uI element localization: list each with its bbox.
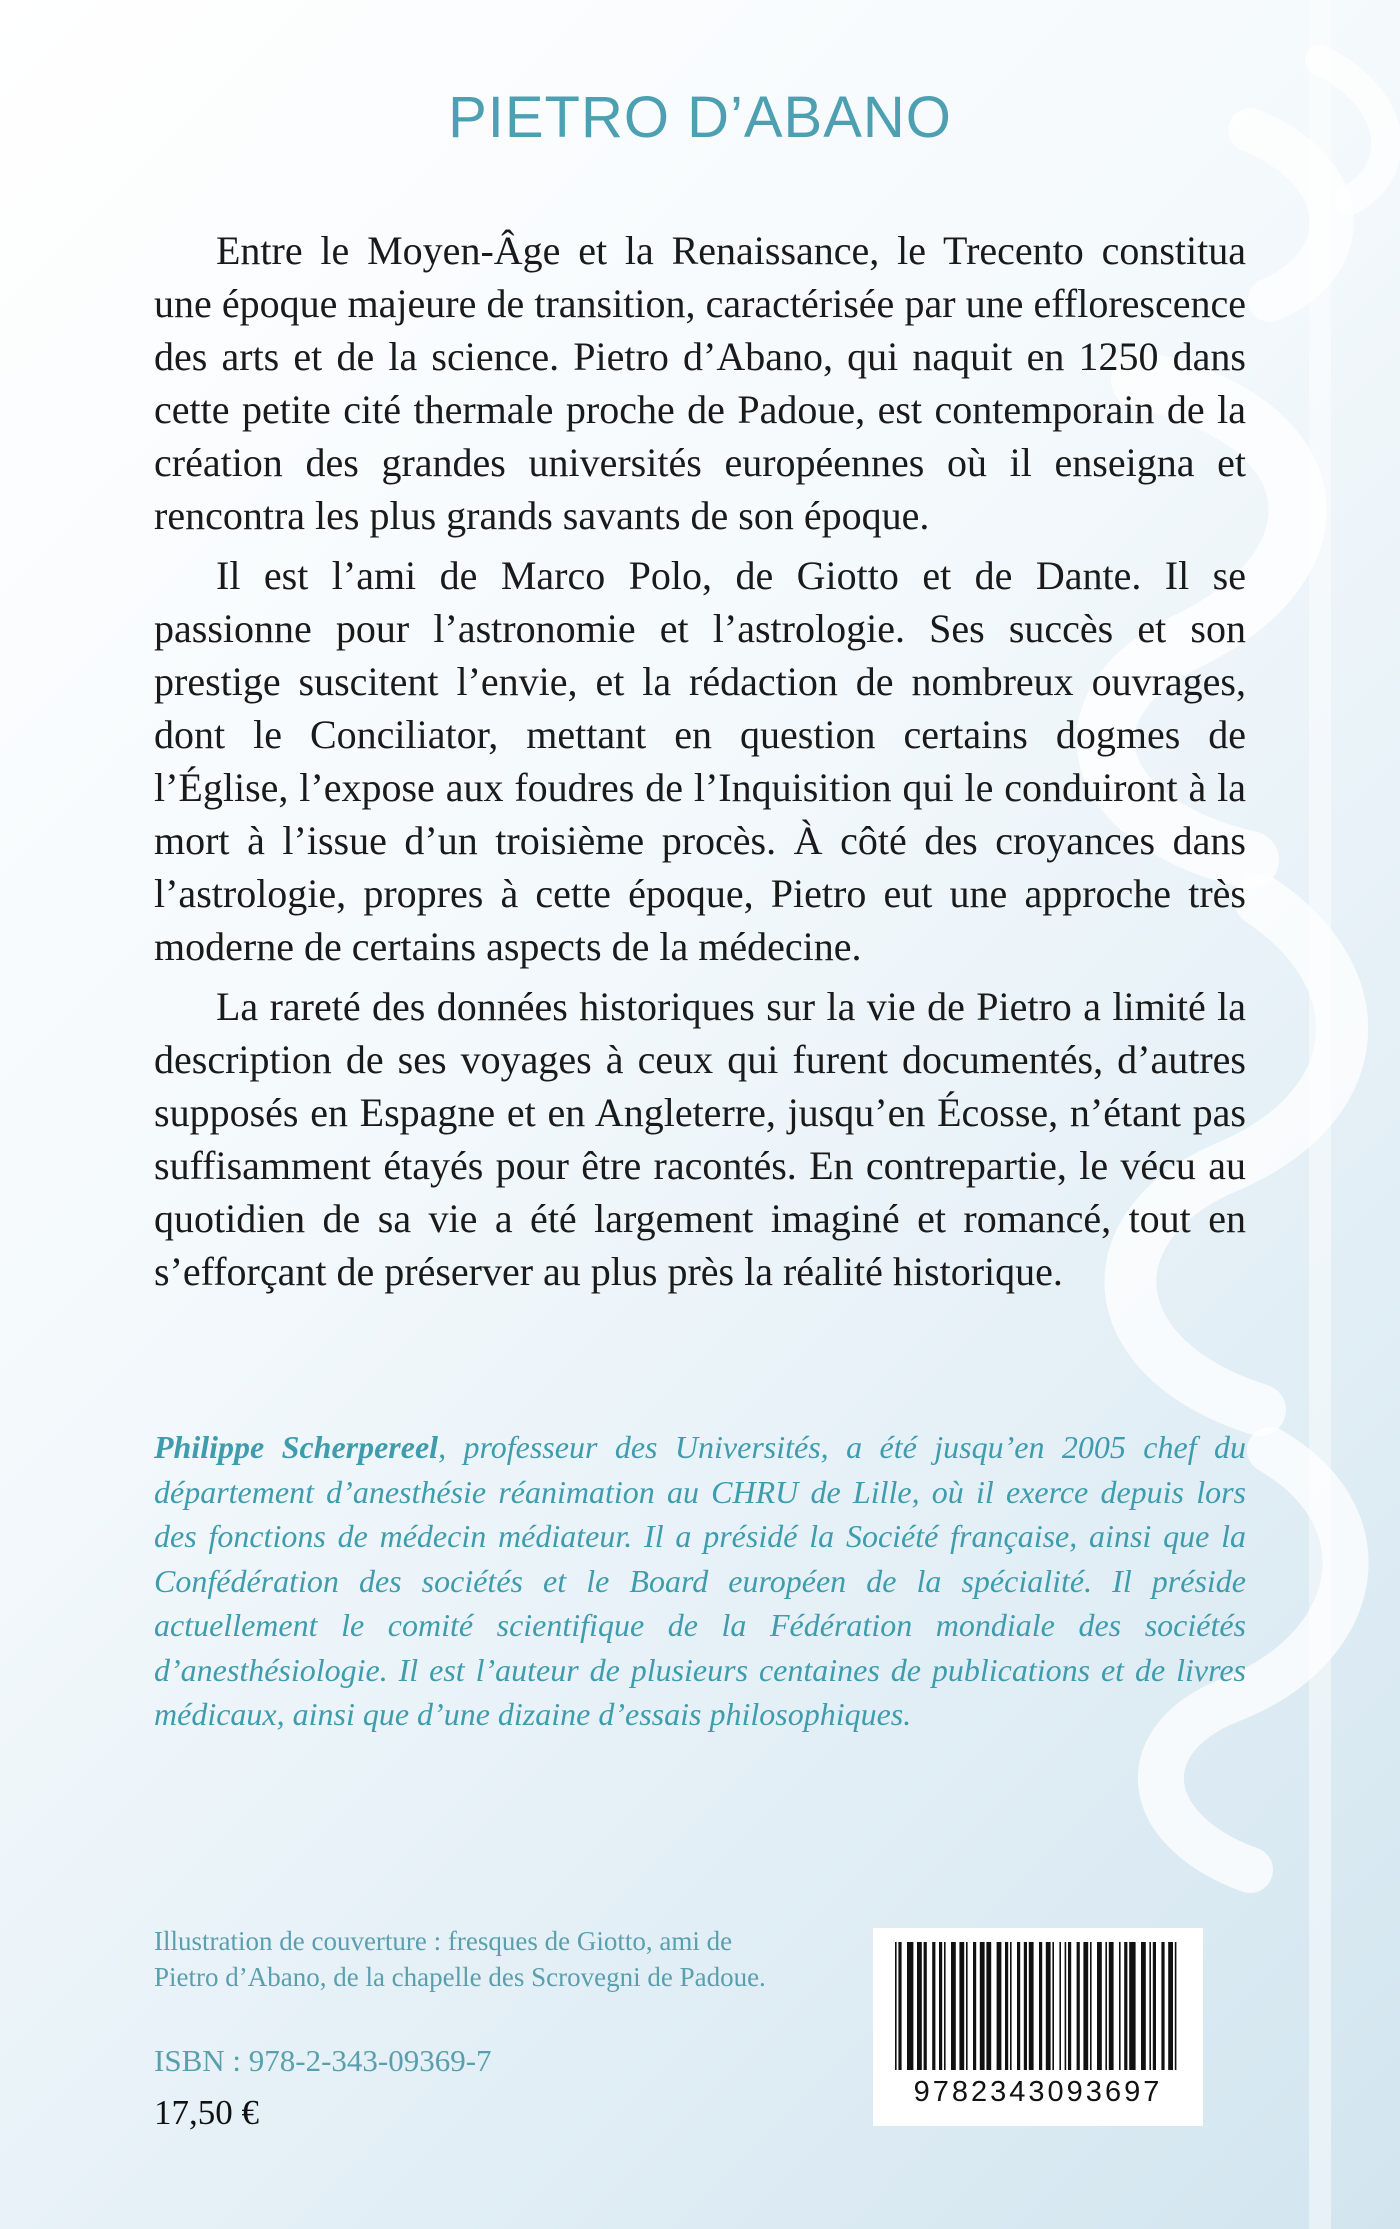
barcode-bar <box>1059 1942 1061 2070</box>
author-name: Philippe Scherpereel <box>154 1429 439 1465</box>
barcode-bar <box>932 1942 935 2070</box>
barcode-bar <box>1005 1942 1008 2070</box>
barcode-bar <box>1097 1942 1102 2070</box>
barcode-bar <box>1161 1942 1164 2070</box>
barcode-bar <box>1124 1942 1127 2070</box>
barcode-bar <box>1024 1942 1027 2070</box>
barcode-bar <box>1175 1942 1177 2070</box>
barcode-bar <box>944 1942 946 2070</box>
barcode-bar <box>1149 1942 1151 2070</box>
credit-line: Illustration de couverture : fresques de Giotto, ami de <box>154 1926 733 1956</box>
cover-illustration-credit <box>154 1923 834 1995</box>
barcode-bar <box>924 1942 927 2070</box>
isbn-text: ISBN : 978-2-343-09369-7 <box>154 2043 492 2078</box>
barcode-bar <box>973 1942 976 2070</box>
barcode-block <box>873 1928 1203 2126</box>
barcode-bar <box>1083 1942 1088 2070</box>
barcode-bar <box>1168 1942 1173 2070</box>
barcode-bar <box>1119 1942 1121 2070</box>
barcode-bar <box>1017 1942 1020 2070</box>
barcode-bar <box>1129 1942 1135 2070</box>
barcode-bar <box>895 1942 897 2070</box>
barcode-bar <box>917 1942 922 2070</box>
barcode-bar <box>1046 1942 1051 2070</box>
barcode-bar <box>986 1942 991 2070</box>
barcode-bar <box>1141 1942 1146 2070</box>
book-title: PIETRO D’ABANO <box>448 85 952 150</box>
barcode-bar <box>1039 1942 1042 2070</box>
barcode-bar <box>1077 1942 1080 2070</box>
credit-line: Pietro d’Abano, de la chapelle des Scrovegni de Padoue. <box>154 1962 766 1992</box>
barcode-bar <box>939 1942 942 2070</box>
barcode-bar <box>959 1942 964 2070</box>
barcode-bar <box>1109 1942 1114 2070</box>
barcode-bar <box>1029 1942 1034 2070</box>
author-bio <box>154 1425 1246 1737</box>
summary-paragraph: La rareté des données historiques sur la vie de Pietro a limité la description de ses voyages à ceux qui furent documentés, d’autres supposés en Espagne et en Angleterre, jusqu’en Écosse, n’étant pas suffisamment étayés pour être racontés. En contrepartie, le vécu au quotidien de sa vie a été largement imaginé et romancé, tout en s’efforçant de préserver au plus près la réalité historique. <box>154 984 1246 1294</box>
barcode-bar <box>997 1942 1002 2070</box>
barcode-bar <box>1068 1942 1071 2070</box>
barcode-bar <box>898 1942 901 2070</box>
barcode-bar <box>980 1942 985 2070</box>
barcode-bar <box>1153 1942 1156 2070</box>
barcode-bar <box>907 1942 913 2070</box>
barcode-bar <box>966 1942 968 2070</box>
price-text: 17,50 € <box>154 2093 259 2132</box>
barcode-bar <box>951 1942 956 2070</box>
summary-paragraph: Entre le Moyen-Âge et la Renaissance, le Trecento constitua une époque majeure de transition, caractérisée par une efflorescence des arts et de la science. Pietro d’Abano, qui naquit en 1250 dans cette petite cité thermale proche de Padoue, est contemporain de la création des grandes universités européennes où il enseigna et rencontra les plus grands savants de son époque. <box>154 228 1246 538</box>
barcode-bar <box>1052 1942 1054 2070</box>
barcode-bar <box>1090 1942 1092 2070</box>
summary-paragraph: Il est l’ami de Marco Polo, de Giotto et de Dante. Il se passionne pour l’astronomie et l’astrologie. Ses succès et son prestige suscitent l’envie, et la rédaction de nombreux ouvrages, dont le Conciliator, mettant en question certains dogmes de l’Église, l’expose aux foudres de l’Inquisition qui le conduiront à la mort à l’issue d’un troisième procès. À côté des croyances dans l’astrologie, propres à cette époque, Pietro eut une approche très moderne de certains aspects de la médecine. <box>154 553 1246 969</box>
barcode-digits: 9782343093697 <box>913 2076 1163 2108</box>
barcode-bar <box>1010 1942 1012 2070</box>
barcode-bar <box>1065 1942 1067 2070</box>
barcode-icon <box>873 1928 1203 2078</box>
book-summary <box>154 224 1246 1305</box>
author-bio-text: , professeur des Universités, a été jusqu’en 2005 chef du département d’anesthésie réanimation au CHRU de Lille, où il exerce depuis lors des fonctions de médecin médiateur. Il a présidé la Société française, ainsi que la Confédération des sociétés et le Board européen de la spécialité. Il préside actuellement le comité scientifique de la Fédération mondiale des sociétés d’anesthésiologie. Il est l’auteur de plusieurs centaines de publications et de livres médicaux, ainsi que d’une dizaine d’essais philosophiques. <box>154 1429 1247 1732</box>
barcode-bar <box>1105 1942 1107 2070</box>
